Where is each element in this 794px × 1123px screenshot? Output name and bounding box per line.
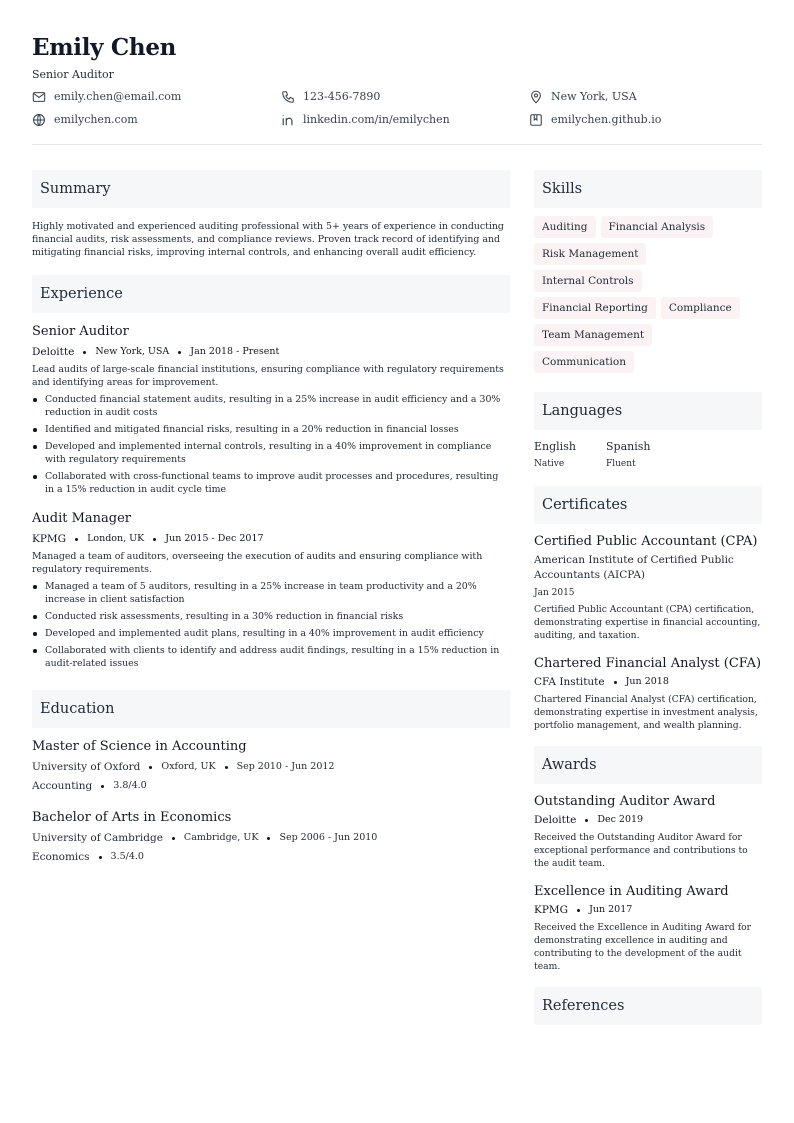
certificate-description: Chartered Financial Analyst (CFA) certification, demonstrating expertise in investment analysis, portfolio management, and wealth planning. [534, 694, 758, 731]
job-bullet: Developed and implemented internal controls, resulting in a 40% improvement in compliance with regulatory requirements [32, 440, 510, 466]
languages-list [534, 440, 762, 470]
awards-heading: Awards [534, 746, 762, 784]
certificate-title: Chartered Financial Analyst (CFA) [534, 656, 762, 671]
mail-icon [32, 90, 46, 104]
skill-chip: Communication [534, 351, 634, 373]
job-bullet: Identified and mitigated financial risks, resulting in a 20% reduction in financial losses [32, 423, 510, 436]
linkedin-text: linkedin.com/in/emilychen [303, 113, 450, 126]
award-description: Received the Excellence in Auditing Award for demonstrating excellence in auditing and contributing to the development of the audit team. [534, 922, 752, 972]
award-meta [534, 813, 762, 827]
education-item [32, 809, 510, 864]
resume-page [32, 32, 762, 1014]
certificate-issuer: American Institute of Certified Public Accountants (AICPA) [534, 554, 734, 581]
job-location: London, UK [87, 533, 145, 544]
skills-list [534, 216, 762, 378]
skill-chip: Risk Management [534, 243, 646, 265]
experience-heading: Experience [32, 275, 510, 313]
header [32, 32, 762, 136]
award-date: Jun 2017 [589, 904, 633, 915]
contact-list [32, 90, 762, 136]
award-item [534, 792, 762, 870]
certificate-title: Certified Public Accountant (CPA) [534, 534, 758, 549]
certificate-date: Jan 2015 [534, 588, 575, 598]
job-bullet: Collaborated with cross-functional teams to improve audit processes and procedures, resulting in a 15% reduction in audit cycle time [32, 470, 510, 496]
separator-dot [99, 856, 102, 859]
education-field-line [32, 850, 510, 864]
language-item [534, 440, 606, 470]
certificate-item [534, 654, 762, 732]
job-dates: Jun 2015 - Dec 2017 [165, 533, 264, 544]
left-column [32, 170, 510, 864]
email-text: emily.chen@email.com [54, 90, 182, 103]
globe-icon [32, 113, 46, 127]
job-title: Senior Auditor [32, 324, 129, 339]
certificate-item [534, 532, 762, 642]
separator-dot [267, 837, 270, 840]
job-meta [32, 532, 510, 546]
award-date: Dec 2019 [597, 814, 644, 825]
bookmark-page-icon [529, 113, 543, 127]
experience-item [32, 323, 510, 496]
job-meta [32, 345, 510, 359]
skill-chip: Auditing [534, 216, 596, 238]
location-text: New York, USA [551, 90, 637, 103]
award-title: Excellence in Auditing Award [534, 884, 729, 899]
education-meta [32, 831, 510, 845]
experience-item [32, 510, 510, 670]
phone-text: 123-456-7890 [303, 90, 381, 103]
award-issuer: Deloitte [534, 814, 577, 826]
skill-chip: Team Management [534, 324, 652, 346]
award-item [534, 882, 762, 973]
award-description: Received the Outstanding Auditor Award for exceptional performance and contributions to the audit team. [534, 832, 748, 869]
job-description: Lead audits of large-scale financial institutions, ensuring compliance with regulatory requirements and identifying areas for improvement. [32, 364, 504, 388]
skill-chip: Internal Controls [534, 270, 642, 292]
separator-dot [614, 681, 617, 684]
separator-dot [83, 351, 86, 354]
job-location: New York, USA [95, 346, 170, 357]
phone-icon [281, 90, 295, 104]
separator-dot [101, 785, 104, 788]
school-name: University of Oxford [32, 761, 141, 773]
job-bullet: Conducted risk assessments, resulting in a 30% reduction in financial risks [32, 610, 510, 623]
degree-title: Master of Science in Accounting [32, 739, 247, 754]
school-name: University of Cambridge [32, 832, 163, 844]
references-heading: References [534, 987, 762, 1025]
field-of-study: Accounting [32, 780, 93, 792]
job-bullet: Developed and implemented audit plans, resulting in a 40% improvement in audit efficiency [32, 627, 510, 640]
school-location: Cambridge, UK [183, 832, 259, 843]
award-issuer: KPMG [534, 904, 569, 916]
right-column [534, 170, 762, 1025]
separator-dot [225, 766, 228, 769]
school-dates: Sep 2006 - Jun 2010 [279, 832, 378, 843]
gpa: 3.5/4.0 [110, 851, 144, 862]
linkedin-icon [281, 113, 295, 127]
certificate-meta [534, 675, 762, 689]
separator-dot [577, 909, 580, 912]
job-bullet: Collaborated with clients to identify and address audit findings, resulting in a 15% reduction in audit-related issues [32, 644, 510, 670]
education-field-line [32, 779, 510, 793]
job-bullets [32, 580, 510, 670]
candidate-name: Emily Chen [32, 34, 177, 61]
school-dates: Sep 2010 - Jun 2012 [236, 761, 335, 772]
separator-dot [149, 766, 152, 769]
skill-chip: Financial Reporting [534, 297, 656, 319]
contact-github[interactable] [529, 113, 661, 127]
field-of-study: Economics [32, 851, 90, 863]
github-text: emilychen.github.io [551, 113, 662, 126]
job-title: Audit Manager [32, 511, 132, 526]
education-item [32, 738, 510, 793]
language-name: English [534, 440, 576, 453]
job-bullet: Managed a team of 5 auditors, resulting in a 25% increase in team productivity and a 20% increase in client satisfaction [32, 580, 510, 606]
job-description: Managed a team of auditors, overseeing the execution of audits and ensuring compliance with regulatory requirements. [32, 551, 483, 575]
contact-phone[interactable] [281, 90, 380, 104]
language-item [606, 440, 678, 470]
candidate-role: Senior Auditor [32, 68, 114, 81]
education-heading: Education [32, 690, 510, 728]
job-company: KPMG [32, 533, 67, 545]
award-meta [534, 903, 762, 917]
contact-location [529, 90, 637, 104]
job-company: Deloitte [32, 346, 75, 358]
separator-dot [585, 819, 588, 822]
separator-dot [172, 837, 175, 840]
language-level: Native [534, 459, 565, 469]
language-level: Fluent [606, 459, 636, 469]
separator-dot [178, 351, 181, 354]
header-divider [32, 144, 762, 145]
gpa: 3.8/4.0 [113, 780, 147, 791]
contact-website[interactable] [32, 113, 138, 127]
separator-dot [153, 538, 156, 541]
summary-heading: Summary [32, 170, 510, 208]
certificate-issuer: CFA Institute [534, 676, 605, 688]
website-text: emilychen.com [54, 113, 138, 126]
school-location: Oxford, UK [161, 761, 216, 772]
contact-linkedin[interactable] [281, 113, 450, 127]
skill-chip: Compliance [661, 297, 740, 319]
certificates-heading: Certificates [534, 486, 762, 524]
job-bullet: Conducted financial statement audits, resulting in a 25% increase in audit efficiency and a 30% reduction in audit costs [32, 393, 510, 419]
award-title: Outstanding Auditor Award [534, 794, 716, 809]
degree-title: Bachelor of Arts in Economics [32, 810, 232, 825]
location-pin-icon [529, 90, 543, 104]
skills-heading: Skills [534, 170, 762, 208]
certificate-date: Jun 2018 [625, 676, 669, 687]
languages-heading: Languages [534, 392, 762, 430]
education-meta [32, 760, 510, 774]
separator-dot [75, 538, 78, 541]
job-dates: Jan 2018 - Present [190, 346, 280, 357]
summary-text: Highly motivated and experienced auditing professional with 5+ years of experience in conducting financial audits, risk assessments, and compliance reviews. Proven track record of identifying and mitigating financial risks, improving internal controls, and enhancing overall audit efficiency. [32, 221, 504, 258]
skill-chip: Financial Analysis [601, 216, 714, 238]
contact-email[interactable] [32, 90, 181, 104]
certificate-description: Certified Public Accountant (CPA) certification, demonstrating expertise in financial accounting, auditing, and taxation. [534, 604, 761, 641]
language-name: Spanish [606, 440, 651, 453]
job-bullets [32, 393, 510, 496]
